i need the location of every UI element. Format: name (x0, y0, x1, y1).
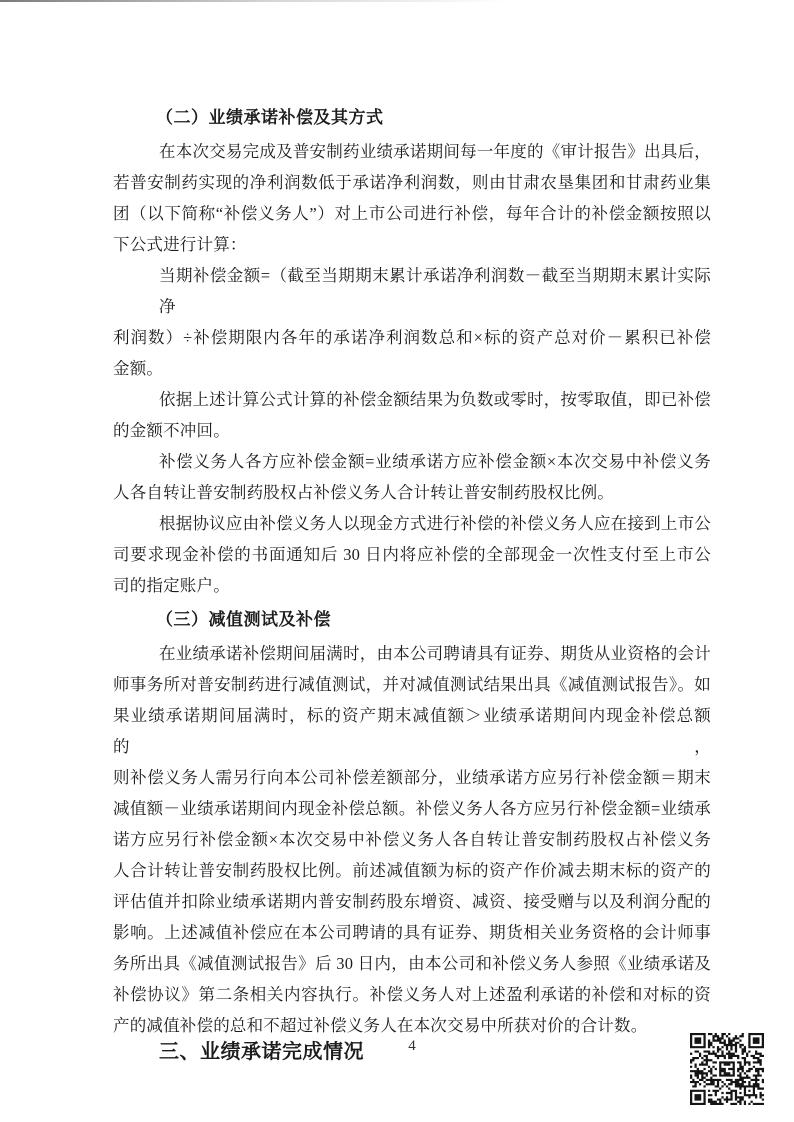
scan-edge-artifact (0, 0, 600, 2)
page-number: 4 (408, 1038, 416, 1054)
paragraph (113, 136, 711, 260)
subsection-heading: （二）业绩承诺补偿及其方式 (156, 108, 384, 127)
text-line: 师事务所对普安制药进行减值测试，并对减值测试结果出具《减值测试报告》。如 (113, 675, 711, 694)
text-line: 金额。 (113, 359, 164, 378)
text-line: 减值额－业绩承诺期间内现金补偿总额。补偿义务人各方应另行补偿金额=业绩承 (113, 799, 711, 818)
paragraph (113, 446, 711, 508)
section-heading: 三、业绩承诺完成情况 (159, 1041, 364, 1063)
document-body (113, 99, 711, 1069)
text-line: 利润数）÷补偿期限内各年的承诺净利润数总和×标的资产总对价－累积已补偿 (113, 328, 711, 347)
text-line: 团（以下简称“补偿义务人”）对上市公司进行补偿，每年合计的补偿金额按照以 (113, 204, 711, 223)
paragraph (113, 384, 711, 446)
text-line: 依据上述计算公式计算的补偿金额结果为负数或零时，按零取值，即已补偿 (159, 390, 711, 409)
subsection-heading: （三）减值测试及补偿 (156, 610, 331, 629)
text-line: 果业绩承诺期间届满时，标的资产期末减值额＞业绩承诺期间内现金补偿总额的， (113, 706, 711, 756)
text-line: 补偿义务人各方应补偿金额=业绩承诺方应补偿金额×本次交易中补偿义务 (159, 452, 711, 471)
text-line: 评估值并扣除业绩承诺期内普安制药股东增资、减资、接受赠与以及利润分配的 (113, 892, 711, 911)
text-line: 诺方应另行补偿金额×本次交易中补偿义务人各自转让普安制药股权占补偿义务 (113, 830, 711, 849)
text-line: 则补偿义务人需另行向本公司补偿差额部分，业绩承诺方应另行补偿金额＝期末 (113, 768, 711, 787)
paragraph (113, 638, 711, 1041)
text-line: 根据协议应由补偿义务人以现金方式进行补偿的补偿义务人应在接到上市公 (159, 514, 711, 533)
text-line: 若普安制药实现的净利润数低于承诺净利润数，则由甘肃农垦集团和甘肃药业集 (113, 173, 711, 192)
text-line: 司要求现金补偿的书面通知后 30 日内将应补偿的全部现金一次性支付至上市公 (113, 545, 711, 564)
text-line: 产的减值补偿的总和不超过补偿义务人在本次交易中所获对价的合计数。 (113, 1016, 648, 1035)
text-line: 影响。上述减值补偿应在本公司聘请的具有证券、期货相关业务资格的会计师事 (113, 923, 711, 942)
text-line: 务所出具《减值测试报告》后 30 日内，由本公司和补偿义务人参照《业绩承诺及 (113, 954, 711, 973)
paragraph (113, 260, 711, 384)
paragraph (113, 508, 711, 601)
text-line: 在本次交易完成及普安制药业绩承诺期间每一年度的《审计报告》出具后， (159, 142, 711, 161)
text-line: 人各自转让普安制药股权占补偿义务人合计转让普安制药股权比例。 (113, 483, 614, 502)
text-line: 的金额不冲回。 (113, 421, 230, 440)
qr-code (690, 1033, 764, 1105)
text-line: 下公式进行计算： (113, 235, 247, 254)
text-line: 补偿协议》第二条相关内容执行。补偿义务人对上述盈利承诺的补偿和对标的资 (113, 985, 711, 1004)
text-line: 司的指定账户。 (113, 576, 230, 595)
text-line: 人合计转让普安制药股权比例。前述减值额为标的资产作价减去期末标的资产的 (113, 861, 711, 880)
text-line: 当期补偿金额=（截至当期期末累计承诺净利润数－截至当期期末累计实际净 (159, 266, 711, 316)
text-line: 在业绩承诺补偿期间届满时，由本公司聘请具有证券、期货从业资格的会计 (159, 644, 711, 663)
